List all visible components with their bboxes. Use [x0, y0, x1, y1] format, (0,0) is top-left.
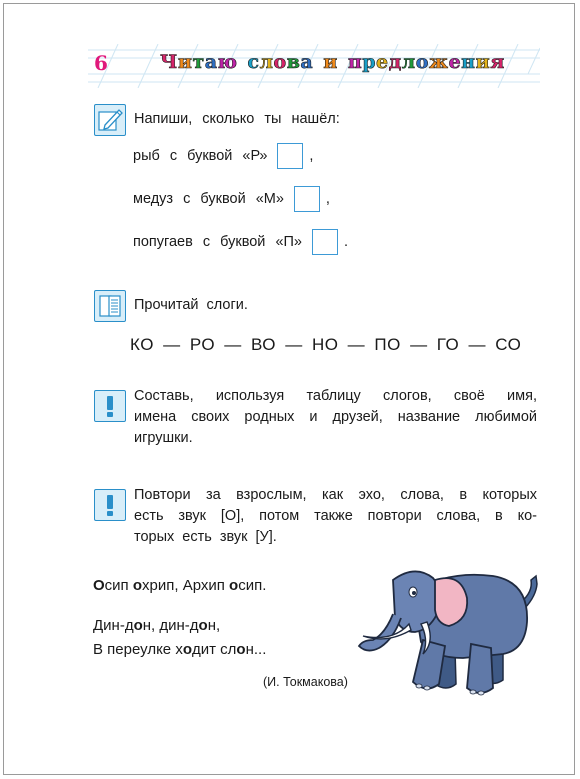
poem-line-2: Дин-дон, дин-дон, — [93, 617, 221, 634]
task2-instruction: Прочитай слоги. — [134, 297, 248, 313]
page-title: Читаю слова и предложения — [160, 51, 505, 73]
answer-label-r: рыб с буквой «Р» — [133, 148, 268, 164]
task4-line-3: торых есть звук [У]. — [134, 529, 277, 545]
answer-label-p: попугаев с буквой «П» — [133, 234, 302, 250]
answer-box-p[interactable] — [312, 229, 338, 255]
book-icon — [94, 290, 126, 322]
task4-text — [134, 485, 537, 548]
task3-line-1: Составь, используя таблицу слогов, своё имя, — [134, 388, 537, 404]
exclamation-icon — [94, 390, 126, 422]
answer-row-r — [133, 143, 313, 169]
elephant-illustration — [353, 562, 543, 702]
task1-instruction: Напиши, сколько ты нашёл: — [134, 111, 340, 127]
pencil-icon — [94, 104, 126, 136]
answer-tail-r: , — [309, 148, 314, 164]
exclamation-icon — [94, 489, 126, 521]
answer-tail-p: . — [344, 234, 349, 250]
poem-line-3: В переулке ходит слон... — [93, 641, 267, 658]
poem-line-1: Осип охрип, Архип осип. — [93, 577, 267, 594]
page-number: 6 — [94, 51, 108, 75]
task4-line-2: есть звук [О], потом также повтори слова, в ко- — [134, 508, 537, 524]
syllable-row: КО — РО — ВО — НО — ПО — ГО — СО — [130, 335, 522, 354]
answer-row-p — [133, 229, 348, 255]
poem-author: (И. Токмакова) — [263, 675, 348, 689]
answer-box-m[interactable] — [294, 186, 320, 212]
task3-line-3: игрушки. — [134, 430, 193, 446]
answer-tail-m: , — [325, 191, 330, 207]
task4-line-1: Повтори за взрослым, как эхо, слова, в которых — [134, 487, 537, 503]
answer-row-m — [133, 186, 330, 212]
task3-text — [134, 386, 537, 449]
answer-box-r[interactable] — [277, 143, 303, 169]
answer-label-m: медуз с буквой «М» — [133, 191, 284, 207]
task3-line-2: имена своих родных и друзей, название любимой — [134, 409, 537, 425]
